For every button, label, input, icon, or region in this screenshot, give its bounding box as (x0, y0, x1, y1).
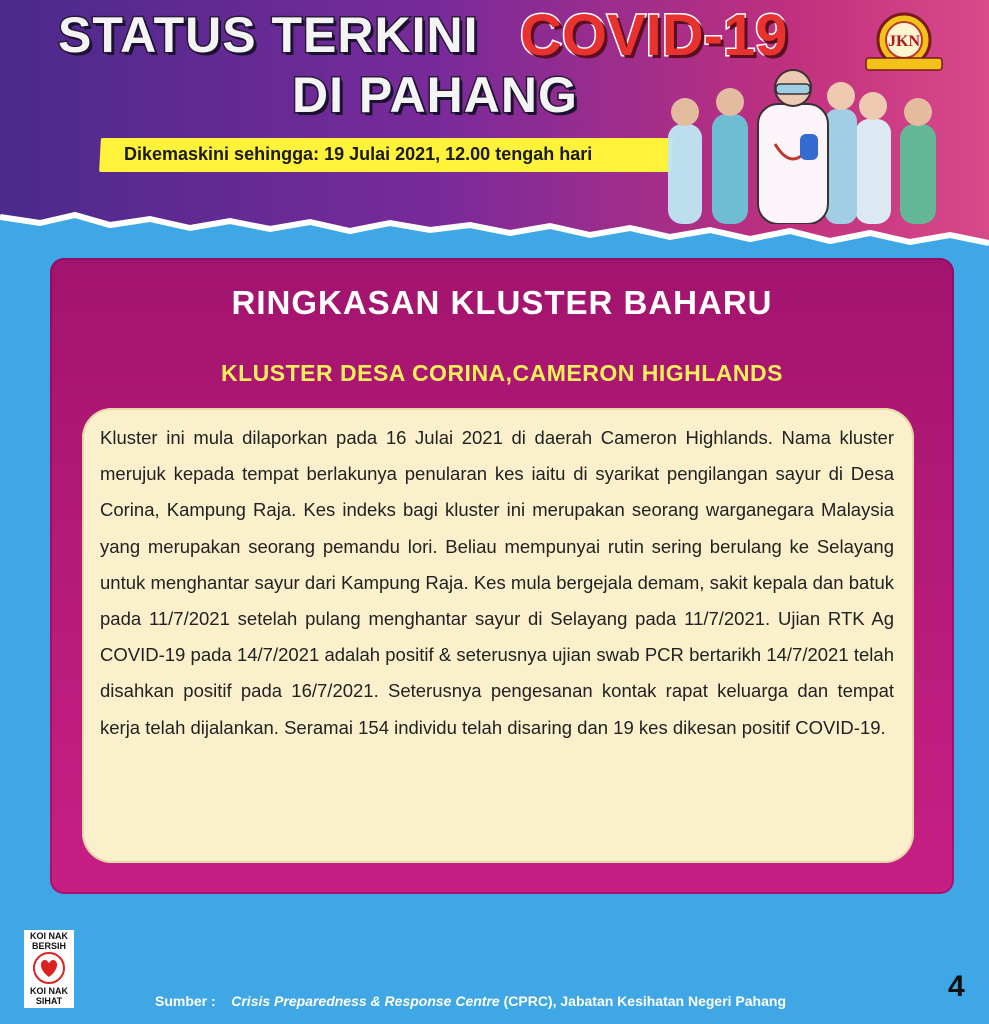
title-covid-19: COVID-19 (520, 3, 788, 68)
cluster-name: KLUSTER DESA CORINA,CAMERON HIGHLANDS (221, 360, 783, 386)
source-citation (155, 993, 786, 1009)
source-rest: (CPRC), Jabatan Kesihatan Negeri Pahang (503, 993, 786, 1009)
title-di-pahang: DI PAHANG (292, 67, 578, 123)
panel-title: RINGKASAN KLUSTER BAHARU (231, 284, 773, 321)
healthcare-workers-illustration (650, 64, 970, 224)
source-label: Sumber : (155, 993, 216, 1009)
badge-bottom-text: KOI NAK SIHAT (30, 986, 68, 1006)
cluster-summary-panel (50, 258, 954, 894)
page-number: 4 (948, 970, 965, 1003)
badge-top-text: KOI NAK BERSIH (30, 931, 68, 951)
cluster-description-box (82, 408, 914, 863)
heart-hands-icon (32, 952, 66, 984)
koi-nak-badge (24, 930, 74, 1008)
cluster-description-text: Kluster ini mula dilaporkan pada 16 Julai 2021 di daerah Cameron Highlands. Nama kluster merujuk kepada tempat berlakunya penularan kes iaitu di syarikat pengilangan sayur di Desa Corina, Kampung Raja. Kes indeks bagi kluster ini merupakan seorang warganegara Malaysia yang merupakan seorang pemandu lori. Beliau mempunyai rutin sering berulang ke Selayang untuk menghantar sayur dari Kampung Raja. Kes mula bergejala demam, sakit kepala dan batuk pada 11/7/2021 setelah pulang menghantar sayur di Selayang pada 11/7/2021. Ujian RTK Ag COVID-19 pada 14/7/2021 adalah positif & seterusnya ujian swab PCR bertarikh 14/7/2021 telah disahkan positif pada 16/7/2021. Seterusnya pengesanan kontak rapat keluarga dan tempat kerja telah dijalankan. Seramai 154 individu telah disaring dan 19 kes dikesan positif COVID-19. (100, 427, 894, 738)
title-status-terkini: STATUS TERKINI (58, 7, 479, 63)
logo-jkn-text: JKN (888, 33, 920, 50)
source-org: Crisis Preparedness & Response Centre (231, 993, 500, 1009)
update-timestamp: Dikemaskini sehingga: 19 Julai 2021, 12.00 tengah hari (124, 144, 593, 164)
